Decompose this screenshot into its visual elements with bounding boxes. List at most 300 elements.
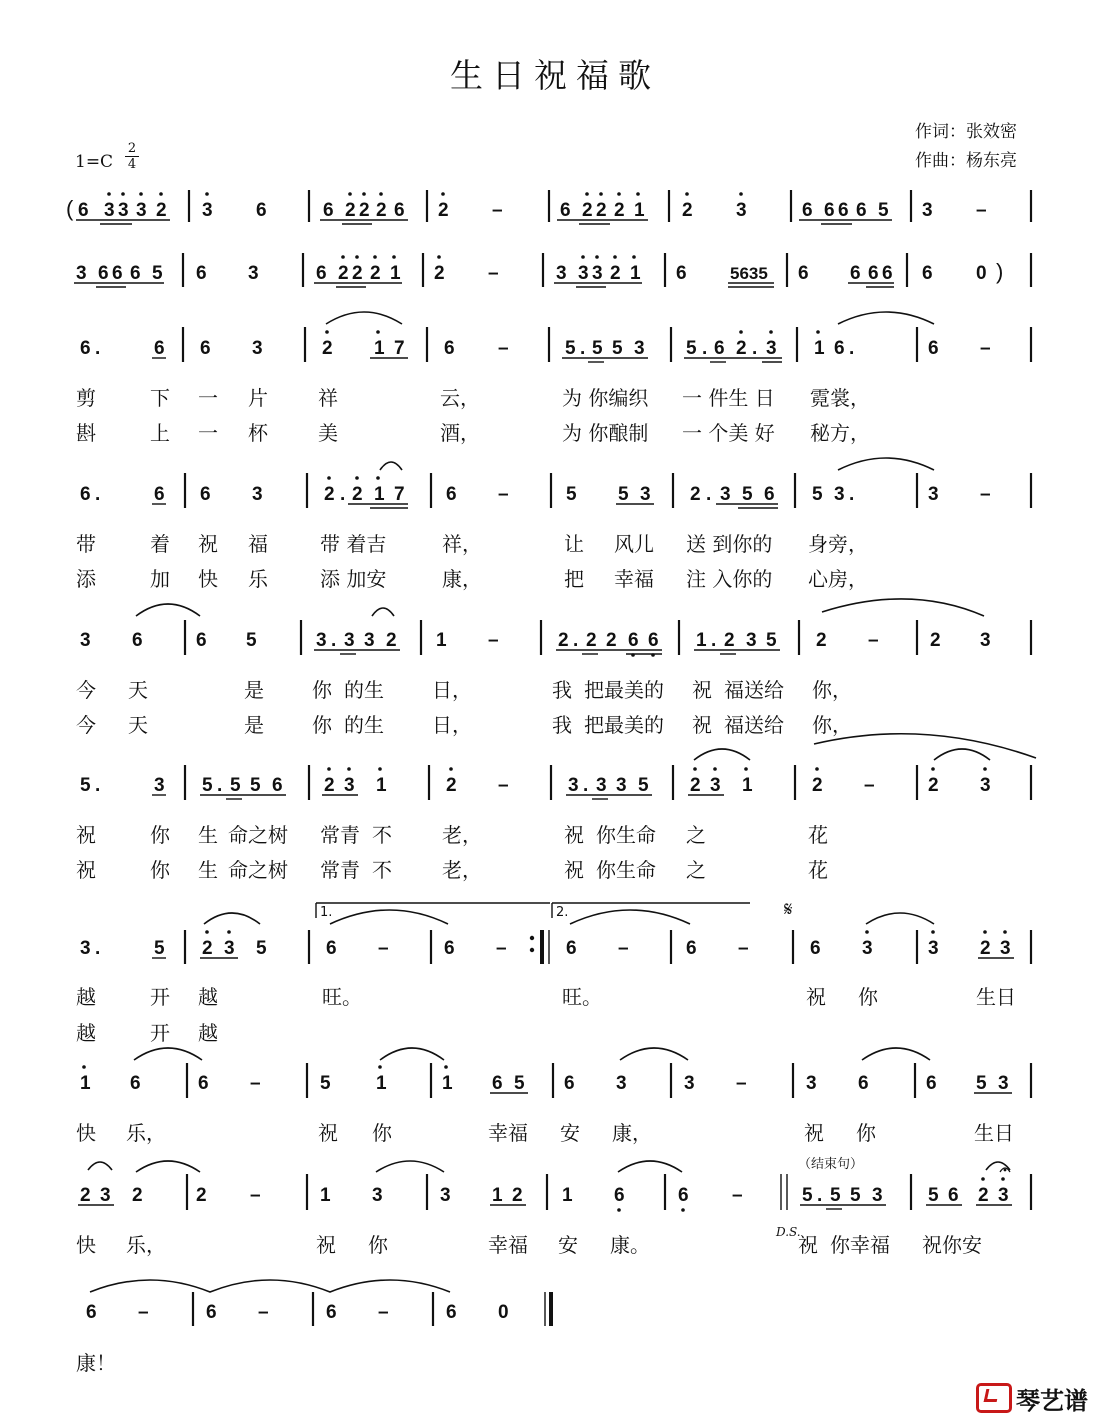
svg-text:3: 3: [998, 1073, 1009, 1094]
system-3: [76, 599, 1031, 737]
svg-text:你幸福: 你幸福: [830, 1233, 890, 1257]
system-4: [76, 734, 1036, 882]
svg-text:6: 6: [686, 938, 697, 959]
svg-text:让: 让: [564, 532, 584, 556]
svg-text:2: 2: [352, 484, 363, 505]
svg-text:3: 3: [202, 200, 213, 221]
svg-text:6: 6: [922, 263, 933, 284]
svg-text:6: 6: [256, 200, 267, 221]
svg-text:2: 2: [324, 775, 335, 796]
svg-text:.: .: [340, 484, 346, 505]
svg-text:1: 1: [634, 200, 645, 221]
system-3-lyric-1: [76, 678, 852, 702]
svg-text:康。: 康。: [610, 1233, 650, 1257]
svg-text:你: 你: [312, 713, 332, 737]
svg-text:5: 5: [802, 1185, 813, 1206]
svg-text:6: 6: [928, 338, 939, 359]
svg-text:2: 2: [438, 200, 449, 221]
svg-text:5: 5: [256, 938, 267, 959]
svg-text:6: 6: [446, 484, 457, 505]
svg-text:一: 一: [198, 421, 218, 445]
svg-text:快: 快: [76, 1233, 96, 1257]
svg-text:5: 5: [514, 1073, 525, 1094]
svg-text:康！: 康！: [76, 1351, 116, 1375]
svg-text:.: .: [331, 630, 337, 651]
svg-text:把: 把: [564, 567, 584, 591]
svg-text:祝: 祝: [76, 823, 96, 847]
svg-text:–: –: [492, 200, 503, 221]
svg-text:下: 下: [150, 386, 170, 410]
svg-text:2: 2: [156, 200, 167, 221]
svg-text:1: 1: [376, 775, 387, 796]
svg-text:注 入你的: 注 入你的: [686, 567, 773, 591]
svg-text:幸福: 幸福: [488, 1121, 528, 1145]
svg-text:2: 2: [322, 338, 333, 359]
svg-text:5: 5: [566, 484, 577, 505]
svg-text:7: 7: [394, 484, 405, 505]
svg-text:不: 不: [372, 823, 392, 847]
svg-text:2: 2: [196, 1185, 207, 1206]
svg-text:福: 福: [248, 532, 268, 556]
svg-text:之: 之: [686, 858, 706, 882]
svg-text:祝你安: 祝你安: [922, 1233, 982, 1257]
svg-text:3: 3: [76, 263, 87, 284]
svg-text:.: .: [849, 484, 855, 505]
svg-text:6: 6: [868, 263, 879, 284]
svg-text:1: 1: [742, 775, 753, 796]
svg-text:3: 3: [224, 938, 235, 959]
svg-text:天: 天: [128, 713, 148, 737]
svg-text:3: 3: [684, 1073, 695, 1094]
svg-text:2: 2: [724, 630, 735, 651]
system-5-lyric-2: [76, 1021, 218, 1045]
system-6: [76, 1048, 1031, 1145]
svg-text:是: 是: [244, 678, 264, 702]
svg-text:0: 0: [976, 263, 987, 284]
svg-text:3: 3: [922, 200, 933, 221]
svg-text:1: 1: [562, 1185, 573, 1206]
svg-text:3: 3: [710, 775, 721, 796]
system-2-lyric-1: [76, 532, 868, 556]
svg-text:1: 1: [80, 1073, 91, 1094]
svg-text:5: 5: [202, 775, 213, 796]
svg-text:6: 6: [564, 1073, 575, 1094]
svg-text:添: 添: [76, 567, 96, 591]
volta-1: 1.: [320, 905, 333, 920]
svg-text:6: 6: [948, 1185, 959, 1206]
system-1: [76, 312, 1031, 445]
svg-text:霓裳，: 霓裳，: [810, 386, 870, 410]
svg-text:日，: 日，: [432, 713, 472, 737]
svg-text:旺。: 旺。: [322, 985, 362, 1009]
qinyipu-logo: [976, 1381, 1088, 1416]
svg-text:2: 2: [434, 263, 445, 284]
svg-text:美: 美: [318, 421, 338, 445]
svg-text:6: 6: [850, 263, 861, 284]
svg-text:2: 2: [359, 200, 370, 221]
intro-line-1: [66, 190, 1031, 224]
svg-text:2: 2: [816, 630, 827, 651]
svg-text:2: 2: [736, 338, 747, 359]
svg-text:花: 花: [808, 858, 828, 882]
song-title: 生日祝福歌: [450, 56, 660, 95]
svg-text:3: 3: [248, 263, 259, 284]
svg-text:3: 3: [316, 630, 327, 651]
svg-text:斟: 斟: [76, 421, 96, 445]
svg-text:上: 上: [150, 421, 170, 445]
lyricist-credit: 作词：张效密: [915, 122, 1017, 142]
svg-text:是: 是: [244, 713, 264, 737]
svg-text:1: 1: [320, 1185, 331, 1206]
svg-text:命之树: 命之树: [228, 823, 288, 847]
svg-text:3: 3: [344, 630, 355, 651]
svg-text:2: 2: [690, 775, 701, 796]
svg-text:6: 6: [714, 338, 725, 359]
system-5: [76, 899, 1031, 1045]
svg-text:身旁，: 身旁，: [808, 532, 868, 556]
svg-text:5635: 5635: [730, 264, 768, 283]
svg-text:3: 3: [862, 938, 873, 959]
svg-text:.: .: [217, 775, 223, 796]
svg-text:.: .: [711, 630, 717, 651]
svg-text:6: 6: [802, 200, 813, 221]
svg-text:把最美的: 把最美的: [584, 678, 664, 702]
svg-text:生: 生: [198, 823, 218, 847]
svg-text:越: 越: [198, 1021, 218, 1045]
svg-text:1: 1: [630, 263, 641, 284]
svg-text:6: 6: [444, 938, 455, 959]
svg-text:康，: 康，: [442, 567, 482, 591]
svg-text:.: .: [95, 775, 101, 796]
svg-text:你: 你: [856, 1121, 876, 1145]
svg-text:3: 3: [136, 200, 147, 221]
svg-text:越: 越: [76, 985, 96, 1009]
svg-text:酒，: 酒，: [440, 421, 480, 445]
svg-text:添 加安: 添 加安: [320, 567, 387, 591]
svg-text:3: 3: [872, 1185, 883, 1206]
svg-text:康，: 康，: [612, 1121, 652, 1145]
svg-text:5: 5: [250, 775, 261, 796]
svg-text:3: 3: [100, 1185, 111, 1206]
svg-text:2: 2: [80, 1185, 91, 1206]
svg-text:2: 2: [376, 200, 387, 221]
svg-text:1: 1: [390, 263, 401, 284]
composer-credit: 作曲：杨东亮: [915, 151, 1017, 171]
svg-text:祝: 祝: [564, 823, 584, 847]
svg-text:3: 3: [834, 484, 845, 505]
svg-text:2: 2: [582, 200, 593, 221]
svg-text:6: 6: [858, 1073, 869, 1094]
svg-text:为 你编织: 为 你编织: [562, 386, 649, 410]
svg-text:福送给: 福送给: [724, 678, 784, 702]
svg-text:快: 快: [198, 567, 218, 591]
svg-text:5: 5: [152, 263, 163, 284]
svg-text:3: 3: [578, 263, 589, 284]
svg-text:你生命: 你生命: [596, 858, 656, 882]
svg-text:.: .: [580, 338, 586, 359]
svg-text:5: 5: [246, 630, 257, 651]
svg-text:祝: 祝: [198, 532, 218, 556]
svg-text:常青: 常青: [320, 823, 360, 847]
svg-text:2: 2: [446, 775, 457, 796]
svg-text:6: 6: [798, 263, 809, 284]
svg-text:乐，: 乐，: [126, 1121, 166, 1145]
svg-text:云，: 云，: [440, 386, 480, 410]
svg-text:6: 6: [196, 263, 207, 284]
svg-text:6: 6: [566, 938, 577, 959]
svg-text:2: 2: [682, 200, 693, 221]
svg-text:5: 5: [612, 338, 623, 359]
svg-text:2: 2: [614, 200, 625, 221]
svg-text:3: 3: [440, 1185, 451, 1206]
svg-text:1: 1: [436, 630, 447, 651]
svg-text:6: 6: [206, 1302, 217, 1323]
svg-text:.: .: [752, 338, 758, 359]
svg-text:2: 2: [596, 200, 607, 221]
svg-text:天: 天: [128, 678, 148, 702]
svg-text:片: 片: [248, 386, 268, 410]
svg-text:3: 3: [766, 338, 777, 359]
svg-text:幸福: 幸福: [614, 567, 654, 591]
svg-text:的生: 的生: [344, 713, 384, 737]
svg-text:3: 3: [80, 938, 91, 959]
svg-text:6: 6: [198, 1073, 209, 1094]
svg-text:.: .: [706, 484, 712, 505]
svg-text:带 着吉: 带 着吉: [320, 532, 387, 556]
svg-text:6: 6: [856, 200, 867, 221]
svg-text:的生: 的生: [344, 678, 384, 702]
svg-text:6: 6: [200, 338, 211, 359]
svg-text:5: 5: [686, 338, 697, 359]
svg-text:6: 6: [446, 1302, 457, 1323]
svg-text:–: –: [618, 938, 629, 959]
svg-text:6: 6: [272, 775, 283, 796]
svg-text:6: 6: [98, 263, 109, 284]
svg-text:6: 6: [154, 484, 165, 505]
svg-text:越: 越: [198, 985, 218, 1009]
svg-text:–: –: [498, 484, 509, 505]
svg-text:5: 5: [230, 775, 241, 796]
svg-text:6: 6: [154, 338, 165, 359]
svg-text:杯: 杯: [248, 421, 268, 445]
system-2-lyric-2: [76, 567, 868, 591]
svg-text:6: 6: [824, 200, 835, 221]
logo-text: 琴艺谱: [1016, 1387, 1088, 1415]
svg-text:3: 3: [616, 775, 627, 796]
svg-text:6: 6: [80, 484, 91, 505]
svg-text:心房，: 心房，: [808, 567, 868, 591]
svg-text:祝: 祝: [804, 1121, 824, 1145]
svg-text:你: 你: [312, 678, 332, 702]
key-signature: 1=C: [75, 152, 114, 172]
svg-text:一 件生 日: 一 件生 日: [682, 386, 775, 410]
svg-text:2: 2: [386, 630, 397, 651]
time-signature-bottom: 4: [127, 157, 137, 172]
svg-text:你: 你: [372, 1121, 392, 1145]
svg-text:5: 5: [766, 630, 777, 651]
svg-text:5: 5: [565, 338, 576, 359]
svg-text:6: 6: [326, 1302, 337, 1323]
svg-text:祝: 祝: [318, 1121, 338, 1145]
svg-text:祝: 祝: [798, 1233, 818, 1257]
svg-text:5: 5: [320, 1073, 331, 1094]
svg-text:常青: 常青: [320, 858, 360, 882]
svg-text:3: 3: [154, 775, 165, 796]
svg-text:你: 你: [150, 823, 170, 847]
svg-text:5: 5: [80, 775, 91, 796]
svg-text:1: 1: [376, 1073, 387, 1094]
svg-text:6: 6: [492, 1073, 503, 1094]
svg-text:3: 3: [104, 200, 115, 221]
svg-text:2: 2: [352, 263, 363, 284]
svg-text:我: 我: [552, 713, 572, 737]
svg-text:3: 3: [746, 630, 757, 651]
svg-text:6: 6: [614, 1185, 625, 1206]
svg-text:日，: 日，: [432, 678, 472, 702]
svg-text:6: 6: [676, 263, 687, 284]
svg-text:–: –: [868, 630, 879, 651]
svg-text:你，: 你，: [812, 713, 852, 737]
svg-text:–: –: [496, 938, 507, 959]
svg-text:老，: 老，: [442, 823, 482, 847]
svg-text:–: –: [498, 775, 509, 796]
svg-text:5: 5: [812, 484, 823, 505]
svg-text:3: 3: [118, 200, 129, 221]
svg-text:3: 3: [720, 484, 731, 505]
coda-label: （结束句）: [798, 1157, 864, 1172]
svg-text:6: 6: [80, 338, 91, 359]
svg-text:3: 3: [980, 775, 991, 796]
svg-text:–: –: [378, 1302, 389, 1323]
svg-text:.: .: [95, 338, 101, 359]
svg-text:–: –: [980, 338, 991, 359]
svg-text:2: 2: [980, 938, 991, 959]
svg-text:(: (: [66, 196, 74, 221]
svg-text:安: 安: [558, 1233, 578, 1257]
svg-text:6: 6: [394, 200, 405, 221]
svg-text:3: 3: [568, 775, 579, 796]
svg-text:2: 2: [324, 484, 335, 505]
svg-text:2: 2: [610, 263, 621, 284]
svg-text:2: 2: [345, 200, 356, 221]
svg-text:3: 3: [998, 1185, 1009, 1206]
svg-text:3: 3: [640, 484, 651, 505]
svg-text:6: 6: [838, 200, 849, 221]
svg-text:–: –: [980, 484, 991, 505]
svg-text:2: 2: [338, 263, 349, 284]
svg-text:6: 6: [132, 630, 143, 651]
svg-text:–: –: [488, 630, 499, 651]
svg-text:2: 2: [928, 775, 939, 796]
svg-text:3: 3: [980, 630, 991, 651]
svg-text:6: 6: [648, 630, 659, 651]
svg-text:5: 5: [592, 338, 603, 359]
svg-text:3: 3: [806, 1073, 817, 1094]
svg-text:越: 越: [76, 1021, 96, 1045]
svg-text:旺。: 旺。: [562, 985, 602, 1009]
svg-text:你生命: 你生命: [596, 823, 656, 847]
svg-text:你: 你: [150, 858, 170, 882]
svg-text:5: 5: [830, 1185, 841, 1206]
svg-text:–: –: [976, 200, 987, 221]
svg-text:–: –: [732, 1185, 743, 1206]
svg-text:7: 7: [394, 338, 405, 359]
svg-text:–: –: [738, 938, 749, 959]
svg-text:–: –: [250, 1073, 261, 1094]
svg-text:5: 5: [976, 1073, 987, 1094]
svg-text:2: 2: [930, 630, 941, 651]
svg-text:3: 3: [80, 630, 91, 651]
svg-text:祥: 祥: [318, 386, 338, 410]
system-3-lyric-2: [76, 713, 852, 737]
svg-text:6: 6: [316, 263, 327, 284]
svg-text:3: 3: [592, 263, 603, 284]
svg-text:不: 不: [372, 858, 392, 882]
svg-text:你: 你: [368, 1233, 388, 1257]
svg-text:6: 6: [196, 630, 207, 651]
system-4-lyric-2: [76, 858, 828, 882]
svg-text:5: 5: [928, 1185, 939, 1206]
svg-text:2: 2: [558, 630, 569, 651]
segno-sign: 𝄋: [784, 899, 793, 921]
svg-text:–: –: [378, 938, 389, 959]
svg-text:幸福: 幸福: [488, 1233, 528, 1257]
svg-text:命之树: 命之树: [228, 858, 288, 882]
svg-text:6: 6: [560, 200, 571, 221]
svg-text:1: 1: [374, 484, 385, 505]
svg-text:3: 3: [252, 338, 263, 359]
svg-text:3: 3: [364, 630, 375, 651]
svg-text:老，: 老，: [442, 858, 482, 882]
svg-text:祝: 祝: [316, 1233, 336, 1257]
svg-text:2: 2: [202, 938, 213, 959]
svg-text:6: 6: [112, 263, 123, 284]
svg-text:生日: 生日: [974, 1121, 1014, 1145]
svg-text:3: 3: [344, 775, 355, 796]
svg-text:6: 6: [810, 938, 821, 959]
volta-2: 2.: [556, 905, 569, 920]
svg-text:3: 3: [556, 263, 567, 284]
svg-text:3: 3: [372, 1185, 383, 1206]
svg-text:6: 6: [130, 263, 141, 284]
svg-text:着: 着: [150, 532, 170, 556]
svg-text:–: –: [736, 1073, 747, 1094]
svg-text:6: 6: [130, 1073, 141, 1094]
svg-text:.: .: [817, 1185, 823, 1206]
system-8: [76, 1280, 551, 1375]
svg-text:6: 6: [628, 630, 639, 651]
svg-text:为 你酿制: 为 你酿制: [562, 421, 649, 445]
svg-text:–: –: [258, 1302, 269, 1323]
svg-text:1: 1: [442, 1073, 453, 1094]
svg-text:): ): [996, 259, 1004, 284]
svg-text:–: –: [864, 775, 875, 796]
svg-text:3: 3: [252, 484, 263, 505]
svg-text:–: –: [498, 338, 509, 359]
svg-text:祝: 祝: [692, 713, 712, 737]
svg-text:6: 6: [86, 1302, 97, 1323]
svg-text:.: .: [95, 484, 101, 505]
svg-text:快: 快: [76, 1121, 96, 1145]
svg-text:之: 之: [686, 823, 706, 847]
svg-text:5: 5: [878, 200, 889, 221]
svg-text:6: 6: [78, 200, 89, 221]
system-1-lyric-1: [76, 386, 870, 410]
svg-text:安: 安: [560, 1121, 580, 1145]
system-4-lyric-1: [76, 823, 828, 847]
svg-text:带: 带: [76, 532, 96, 556]
svg-text:我: 我: [552, 678, 572, 702]
